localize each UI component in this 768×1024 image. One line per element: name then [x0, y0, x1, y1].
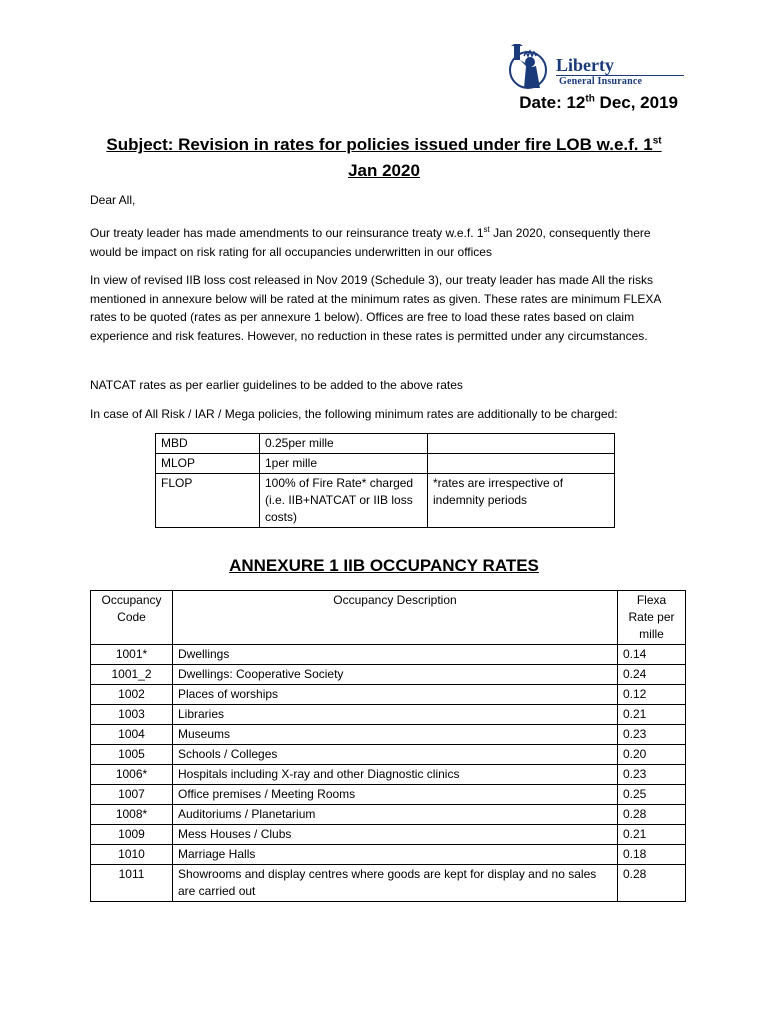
table-row: [156, 474, 615, 528]
document-date: [519, 93, 678, 113]
date-suffix: Dec, 2019: [594, 93, 678, 112]
subject-line-2: Jan 2020: [348, 161, 420, 180]
rate-note: [428, 454, 615, 474]
table-row: [91, 665, 686, 685]
flexa-rate: 0.28: [618, 805, 686, 825]
occupancy-code: 1006*: [91, 765, 173, 785]
table-row: [91, 845, 686, 865]
flexa-rate: 0.23: [618, 725, 686, 745]
occupancy-description: Hospitals including X-ray and other Diagnostic clinics: [173, 765, 618, 785]
para1-sup: st: [483, 225, 490, 234]
occupancy-description: Showrooms and display centres where goods are kept for display and no sales are carried out: [173, 865, 618, 902]
flexa-rate: 0.24: [618, 665, 686, 685]
flexa-rate: 0.20: [618, 745, 686, 765]
occupancy-code: 1007: [91, 785, 173, 805]
rate-note: [428, 434, 615, 454]
flexa-rate: 0.23: [618, 765, 686, 785]
table-row: [156, 454, 615, 474]
flexa-rate: 0.14: [618, 645, 686, 665]
table-row: [91, 685, 686, 705]
occupancy-description: Marriage Halls: [173, 845, 618, 865]
table-row: [91, 645, 686, 665]
subject-sup: st: [652, 135, 662, 147]
occupancy-code: 1008*: [91, 805, 173, 825]
occupancy-description: Museums: [173, 725, 618, 745]
para1-text-a: Our treaty leader has made amendments to our reinsurance treaty w.e.f. 1: [90, 226, 484, 240]
occupancy-code: 1001_2: [91, 665, 173, 685]
logo-subtitle: General Insurance: [559, 76, 643, 87]
paragraph-natcat: NATCAT rates as per earlier guidelines to be added to the above rates: [90, 378, 463, 392]
table-row: [156, 434, 615, 454]
occupancy-code: 1001*: [91, 645, 173, 665]
subject-heading: [90, 132, 678, 184]
rate-type: FLOP: [156, 474, 260, 528]
para1-text-b: Jan 2020, consequently there would be impact on risk rating for all occupancies underwritten in our offices: [90, 226, 651, 259]
table-row: [91, 825, 686, 845]
rate-value: 1per mille: [260, 454, 428, 474]
table-header-row: [91, 591, 686, 645]
paragraph-treaty: [90, 224, 680, 261]
table-row: [91, 725, 686, 745]
flexa-rate: 0.25: [618, 785, 686, 805]
flexa-rate: 0.18: [618, 845, 686, 865]
annexure-title: ANNEXURE 1 IIB OCCUPANCY RATES: [229, 556, 539, 575]
occupancy-code: 1004: [91, 725, 173, 745]
occupancy-description: Places of worships: [173, 685, 618, 705]
paragraph-all-risk: In case of All Risk / IAR / Mega policies, the following minimum rates are additionally to be charged:: [90, 407, 618, 421]
table-row: [91, 745, 686, 765]
header-description: Occupancy Description: [173, 591, 618, 645]
occupancy-description: Dwellings: Cooperative Society: [173, 665, 618, 685]
table-row: [91, 705, 686, 725]
occupancy-description: Mess Houses / Clubs: [173, 825, 618, 845]
flexa-rate: 0.21: [618, 825, 686, 845]
occupancy-code: 1002: [91, 685, 173, 705]
occupancy-description: Dwellings: [173, 645, 618, 665]
rate-value: 0.25per mille: [260, 434, 428, 454]
greeting: Dear All,: [90, 193, 136, 207]
rate-type: MLOP: [156, 454, 260, 474]
occupancy-code: 1003: [91, 705, 173, 725]
paragraph-iib: In view of revised IIB loss cost released in Nov 2019 (Schedule 3), our treaty leader has made All the risks mentioned in annexure below will be rated at the minimum rates as given. These rates are minimum FLEXA rates to be quoted (rates as per annexure 1 below). Offices are free to load these rates based on claim experience and risk features. However, no reduction in these rates is permitted under any circumstances.: [90, 273, 661, 343]
occupancy-code: 1010: [91, 845, 173, 865]
subject-line-1: Subject: Revision in rates for policies issued under fire LOB w.e.f. 1: [106, 135, 653, 154]
table-row: [91, 805, 686, 825]
occupancy-description: Libraries: [173, 705, 618, 725]
date-sup: th: [585, 93, 595, 105]
table-row: [91, 785, 686, 805]
occupancy-description: Schools / Colleges: [173, 745, 618, 765]
occupancy-code: 1009: [91, 825, 173, 845]
flexa-rate: 0.12: [618, 685, 686, 705]
table-row: [91, 765, 686, 785]
flexa-rate: 0.21: [618, 705, 686, 725]
rate-value: 100% of Fire Rate* charged (i.e. IIB+NATCAT or IIB loss costs): [260, 474, 428, 528]
statue-of-liberty-icon: [506, 44, 554, 94]
occupancy-code: 1005: [91, 745, 173, 765]
occupancy-description: Office premises / Meeting Rooms: [173, 785, 618, 805]
occupancy-rates-table: [90, 590, 686, 902]
date-prefix: Date: 12: [519, 93, 586, 112]
company-logo: [506, 44, 686, 94]
table-row: [91, 865, 686, 902]
header-rate: Flexa Rate per mille: [618, 591, 686, 645]
logo-name: Liberty: [556, 55, 614, 75]
header-code: Occupancy Code: [91, 591, 173, 645]
rate-type: MBD: [156, 434, 260, 454]
minimum-rates-table: [155, 433, 615, 528]
occupancy-code: 1011: [91, 865, 173, 902]
flexa-rate: 0.28: [618, 865, 686, 902]
occupancy-description: Auditoriums / Planetarium: [173, 805, 618, 825]
rate-note: *rates are irrespective of indemnity periods: [428, 474, 615, 528]
